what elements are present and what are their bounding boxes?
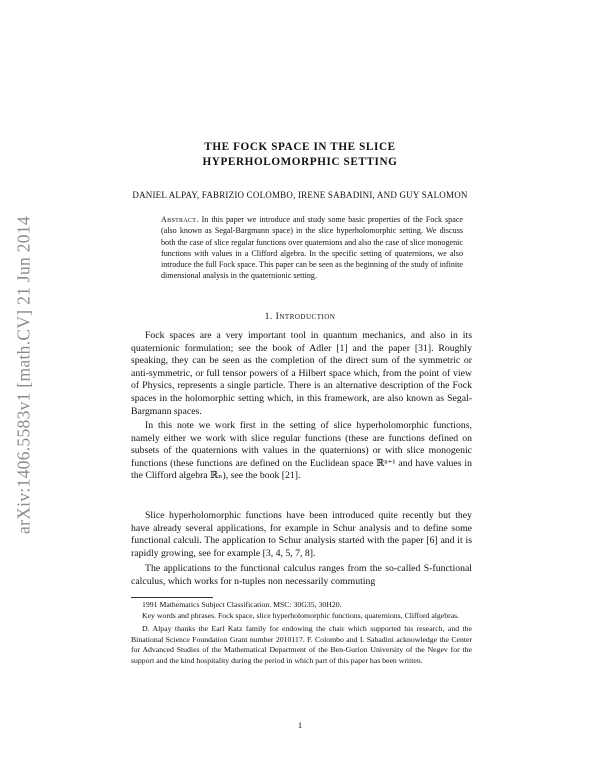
section-heading-introduction: 1. Introduction [264, 311, 336, 322]
footnote-msc: 1991 Mathematics Subject Classification. MSC: 30G35, 30H20. [142, 600, 342, 609]
abstract-label: Abstract. [161, 215, 199, 224]
body-paragraph-3 [131, 510, 472, 560]
arxiv-identifier-stamp [10, 185, 38, 565]
author-list: DANIEL ALPAY, FABRIZIO COLOMBO, IRENE SABADINI, AND GUY SALOMON [132, 190, 468, 200]
body-paragraph-2 [131, 420, 472, 483]
paper-title-line-2: HYPERHOLOMORPHIC SETTING [202, 156, 398, 168]
paragraph-text: The applications to the functional calculus ranges from the so-called S-functional calculus, which works for n-tuples non necessarily commuting [131, 563, 472, 587]
footnote-acknowledgments: D. Alpay thanks the Earl Katz family for endowing the chair which supported his research, and the Binational Science Foundation Grant number 2010117. F. Colombo and I. Sabadini acknowledge the Center for Advanced Studies of the Mathematical Department of the Ben-Gurion University of the Negev for the support and the kind hospitality during the period in which part of this paper has been written. [131, 624, 472, 665]
paper-title [0, 140, 600, 170]
body-paragraph-1 [131, 330, 472, 418]
page-number: 1 [297, 720, 303, 730]
body-paragraph-4 [131, 563, 472, 588]
paper-title-line-1: THE FOCK SPACE IN THE SLICE [204, 141, 396, 153]
abstract-text: In this paper we introduce and study some basic properties of the Fock space (also known as Segal-Bargmann space) in the slice hyperholomorphic setting. We discuss both the case of slice regular functions over quaternions and also the case of slice monogenic functions with values in a Clifford algebra. In the specific setting of quaternions, we also introduce the full Fock space. This paper can be seen as the beginning of the study of infinite dimensional analysis in the quaternionic setting. [161, 215, 463, 281]
footnotes [131, 600, 472, 666]
footnote-keywords: Key words and phrases. Fock space, slice hyperholomorphic functions, quaternions, Clifford algebras. [142, 610, 460, 620]
paragraph-text: In this note we work first in the setting of slice hyperholomorphic functions, namely either we work with slice regular functions (these are functions defined on subsets of the quaternions with values in the quaternions) or with slice monogenic functions (these functions are defined on the Euclidean space ℝⁿ⁺¹ and have values in the Clifford algebra ℝₙ), see the book [21]. [131, 420, 472, 482]
abstract [161, 214, 463, 282]
footnote-divider [131, 597, 213, 598]
arxiv-identifier-text: arXiv:1406.5583v1 [math.CV] 21 Jun 2014 [13, 216, 34, 534]
paragraph-text: Fock spaces are a very important tool in quantum mechanics, and also in its quaternionic formulation; see the book of Adler [1] and the paper [31]. Roughly speaking, they can be seen as the completion of the direct sum of the symmetric or anti-symmetric, or full tensor powers of a Hilbert space which, from the point of view of Physics, represents a single particle. There is an alternative description of the Fock spaces in the holomorphic setting which, in this framework, are also known as Segal-Bargmann spaces. [131, 330, 472, 417]
paragraph-text: Slice hyperholomorphic functions have been introduced quite recently but they have already several applications, for example in Schur analysis and to define some functional calculi. The application to Schur analysis started with the paper [6] and it is rapidly growing, see for example [3, 4, 5, 7, 8]. [131, 510, 472, 559]
